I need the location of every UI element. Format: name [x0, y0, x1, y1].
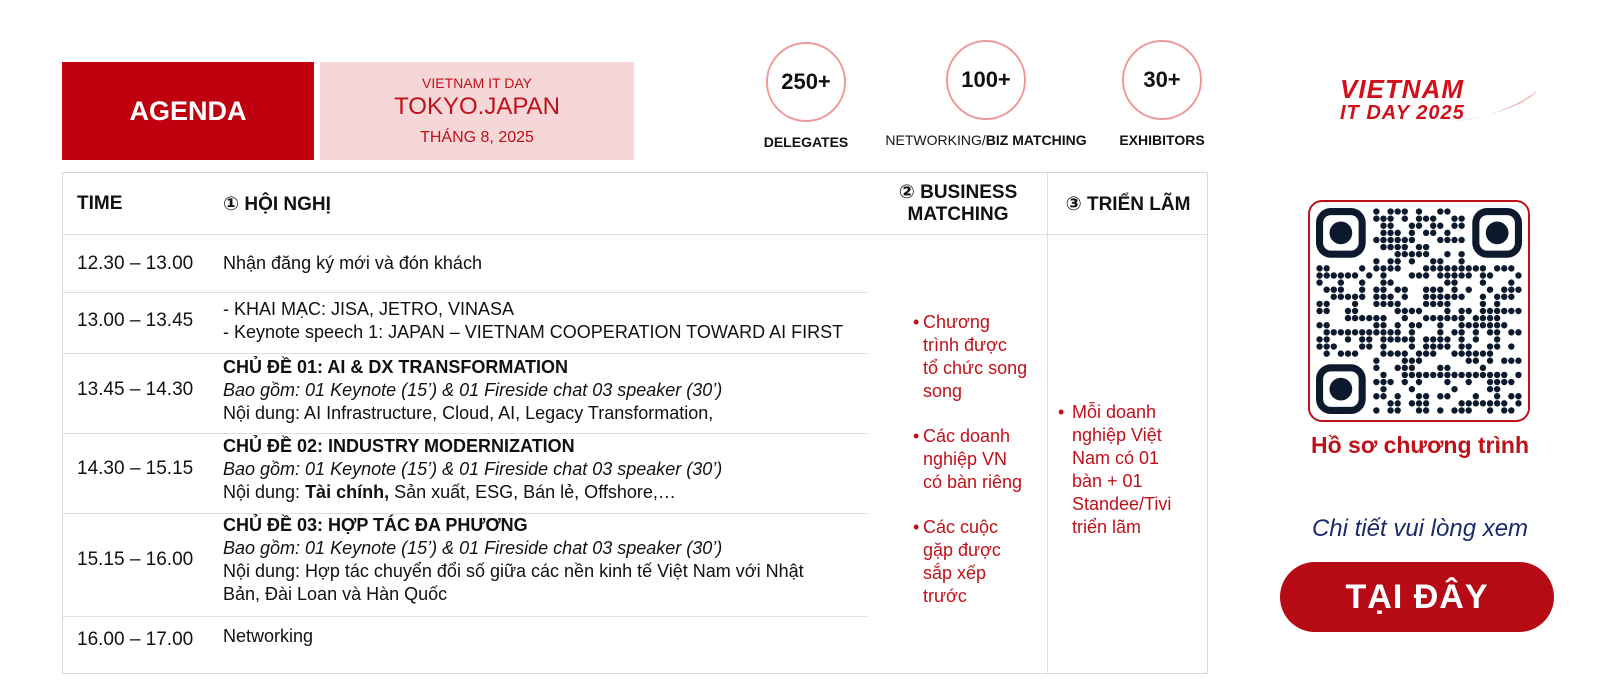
stat-caption — [880, 132, 1092, 148]
exhibition-line: Mỗi doanh — [1072, 402, 1157, 422]
row-divider — [63, 353, 867, 354]
stat-value: 250+ — [781, 69, 831, 94]
bm-line: trình được — [923, 335, 1007, 355]
bm-line: tổ chức song — [923, 358, 1028, 378]
exhibition-list — [1058, 401, 1198, 539]
bm-line: Các doanh — [923, 426, 1011, 446]
logo-line2: IT DAY 2025 — [1340, 102, 1465, 124]
stat-circle — [946, 40, 1026, 120]
here-button[interactable]: TẠI ĐÂY — [1280, 562, 1554, 632]
bullet-icon: • — [913, 426, 920, 446]
row-divider — [63, 433, 867, 434]
event-city: TOKYO.JAPAN — [394, 93, 560, 120]
header-exhibition: ③ TRIỂN LÃM — [1065, 194, 1191, 215]
topic-format: Bao gồm: 01 Keynote (15’) & 01 Fireside chat 03 speaker (30’) — [223, 459, 723, 479]
topic-content — [223, 481, 873, 504]
row-content — [223, 356, 873, 425]
row-content — [223, 435, 873, 504]
business-matching-item — [913, 425, 1063, 494]
bm-line: gặp được — [923, 540, 1001, 560]
stat-circle — [1122, 40, 1202, 120]
bullet-icon: • — [1058, 402, 1065, 422]
bm-line: Chương — [923, 312, 990, 332]
header-divider — [63, 234, 1209, 235]
row-line: Nhận đăng ký mới và đón khách — [223, 253, 482, 273]
stat-caption: DELEGATES — [763, 134, 849, 150]
row-time: 12.30 – 13.00 — [77, 253, 194, 274]
detail-text: Chi tiết vui lòng xem — [1311, 515, 1529, 542]
stat-value: 30+ — [1143, 67, 1181, 92]
stat-value: 100+ — [961, 67, 1011, 92]
business-matching-list — [913, 311, 1063, 630]
business-matching-item — [913, 311, 1063, 403]
bullet-icon: • — [913, 517, 920, 537]
bm-line: nghiệp VN — [923, 449, 1008, 469]
vietnam-it-day-logo — [1330, 72, 1540, 132]
event-date: THÁNG 8, 2025 — [420, 129, 534, 146]
topic-format: Bao gồm: 01 Keynote (15’) & 01 Fireside chat 03 speaker (30’) — [223, 538, 723, 558]
header-business-line1: ② BUSINESS — [898, 182, 1018, 203]
topic-content-bold: Tài chính, — [305, 482, 390, 502]
header-conference: ① HỘI NGHỊ — [223, 194, 331, 215]
stat-exhibitors — [1100, 40, 1224, 148]
agenda-label: AGENDA — [129, 95, 247, 126]
topic-content: Bản, Đài Loan và Hàn Quốc — [223, 584, 448, 604]
bm-line: sắp xếp — [923, 563, 987, 583]
row-content — [223, 514, 873, 606]
event-info-box — [320, 62, 634, 160]
row-time: 13.00 – 13.45 — [77, 310, 194, 331]
qr-caption: Hồ sơ chương trình — [1310, 432, 1530, 458]
business-matching-item — [913, 516, 1063, 608]
header-business-matching — [869, 182, 1047, 226]
agenda-title-box — [62, 62, 314, 160]
stat-networking — [880, 40, 1092, 148]
row-time: 16.00 – 17.00 — [77, 629, 194, 650]
row-time: 15.15 – 16.00 — [77, 549, 194, 570]
agenda-table — [62, 172, 1208, 674]
stat-delegates — [744, 42, 868, 150]
bm-line: Các cuộc — [923, 517, 999, 537]
exhibition-line: Nam có 01 — [1072, 448, 1160, 468]
topic-content-prefix: Nội dung: — [223, 482, 306, 502]
exhibition-line: triển lãm — [1072, 517, 1142, 537]
row-content — [223, 252, 873, 275]
row-line: Networking — [223, 626, 314, 646]
qr-code-icon — [1316, 208, 1522, 414]
row-line: - Keynote speech 1: JAPAN – VIETNAM COOPERATION TOWARD AI FIRST — [223, 322, 844, 342]
logo-line1: VIETNAM — [1340, 74, 1464, 104]
row-time: 14.30 – 15.15 — [77, 458, 194, 479]
row-content — [223, 625, 873, 648]
row-divider — [63, 616, 867, 617]
topic-content: Nội dung: Hợp tác chuyển đổi số giữa các nền kinh tế Việt Nam với Nhật — [223, 561, 804, 581]
topic-format: Bao gồm: 01 Keynote (15’) & 01 Fireside chat 03 speaker (30’) — [223, 380, 723, 400]
stat-caption-bold: BIZ MATCHING — [985, 132, 1087, 148]
topic-content: Nội dung: AI Infrastructure, Cloud, AI, Legacy Transformation, — [223, 403, 714, 423]
topic-title: CHỦ ĐỀ 02: INDUSTRY MODERNIZATION — [223, 436, 575, 456]
stat-caption: EXHIBITORS — [1119, 132, 1205, 148]
stat-circle — [766, 42, 846, 122]
bullet-icon: • — [913, 312, 920, 332]
bm-line: song — [923, 381, 963, 401]
row-line: - KHAI MẠC: JISA, JETRO, VINASA — [223, 299, 515, 319]
bm-line: trước — [923, 586, 967, 606]
topic-title: CHỦ ĐỀ 03: HỢP TÁC ĐA PHƯƠNG — [223, 515, 528, 535]
exhibition-line: nghiệp Việt — [1072, 425, 1162, 445]
exhibition-line: Standee/Tivi — [1072, 494, 1172, 514]
header-business-line2: MATCHING — [907, 204, 1009, 225]
exhibition-line: bàn + 01 — [1072, 471, 1143, 491]
row-content — [223, 298, 873, 344]
topic-title: CHỦ ĐỀ 01: AI & DX TRANSFORMATION — [223, 357, 569, 377]
row-divider — [63, 292, 867, 293]
bm-line: có bàn riêng — [923, 472, 1023, 492]
stat-caption-prefix: NETWORKING/ — [885, 132, 986, 148]
event-small-title: VIETNAM IT DAY — [422, 75, 532, 91]
topic-content-rest: Sản xuất, ESG, Bán lẻ, Offshore,… — [389, 482, 676, 502]
row-time: 13.45 – 14.30 — [77, 379, 194, 400]
qr-code[interactable] — [1308, 200, 1530, 422]
header-time: TIME — [77, 193, 123, 214]
